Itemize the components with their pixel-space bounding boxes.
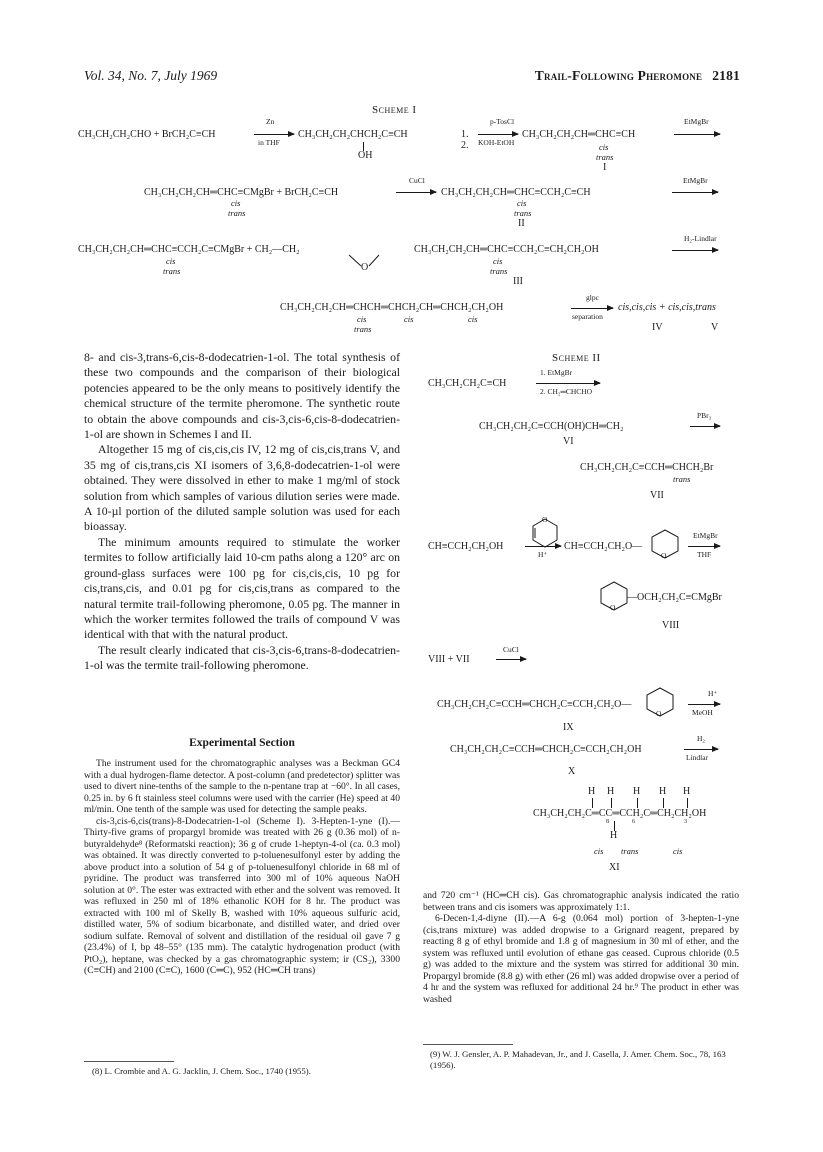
running-title (535, 68, 740, 84)
scheme1-row2-arrow (396, 192, 436, 193)
scheme2-step4-acid: H⁺ (538, 550, 548, 559)
experimental-paragraph-1: The instrument used for the chromatographic analyses was a Beckman GC4 with a dual hydrogen-flame detector. A post-column (and predetector) splitter was used to divert nine-tenths of the sample to the n-pentane trap at −60°. In all cases, 0.25 in. by 6 ft stainless steel columns were used with the carrier (He) speed at 40 ml/min. One tenth of the sample was used for detecting the sample peaks. (84, 758, 400, 815)
scheme1-products: cis,cis,cis + cis,cis,trans (618, 302, 716, 313)
scheme1-I-label: I (603, 162, 607, 173)
scheme2-step2-top: PBr₃ (697, 411, 712, 420)
xi-h-6: H (610, 830, 618, 841)
scheme2-step2-arrow (690, 426, 720, 427)
xi-locant-6: 6 (632, 819, 635, 825)
left-column-body (84, 350, 400, 674)
scheme1-row1-arrow3-top: EtMgBr (684, 117, 709, 126)
scheme1-row1-step1: 1. (461, 129, 469, 140)
scheme1-row1-arrow2-bottom: KOH-EtOH (478, 138, 515, 147)
scheme2-step6-arrow (496, 659, 526, 660)
scheme1-III-cis: cis (493, 256, 503, 266)
scheme1-row1-arrow1-top: Zn (266, 117, 275, 126)
scheme2-compound-VIII: —OCH₂CH₂C≡CMgBr (627, 592, 722, 603)
experimental-body (84, 758, 400, 977)
scheme1-row2-reactants: CH₃CH₂CH₂CH═CHC≡CMgBr + BrCH₂C≡CH (144, 187, 339, 198)
xi-bond-5 (687, 798, 688, 808)
left-footnote-rule (84, 1061, 174, 1062)
scheme1-row2-arrow2-top: EtMgBr (683, 176, 708, 185)
scheme2-compound-IX: CH₃CH₂CH₂C≡CCH═CHCH₂C≡CCH₂CH₂O— (437, 699, 632, 710)
scheme-1-title: Scheme I (372, 104, 417, 116)
xi-h-1: H (588, 786, 596, 797)
left-paragraph-4: The result clearly indicated that cis-3,cis-6,trans-8-dodecatrien-1-ol was the termite trail-following pheromone. (84, 642, 400, 673)
scheme2-step4b-top: EtMgBr (693, 531, 718, 540)
scheme1-V-label: V (711, 322, 719, 333)
scheme1-row1-reactants: CH₃CH₂CH₂CHO + BrCH₂C≡CH (78, 129, 216, 140)
xi-h-4: H (659, 786, 667, 797)
running-title-text: Trail-Following Pheromone (534, 68, 703, 83)
left-paragraph-3: The minimum amounts required to stimulate the worker termites to follow artificially laid 10-cm paths along a 120° arc on ground-glass surfaces were 100 pg for cis,cis,cis, 10 pg for cis,trans,cis, and 0.01 pg for cis,cis,trans as compared to the natural termite trail-following pheromone, 0.05 pg. The manner in which the worker termites followed the trails of compound V was identical with that with the natural product. (84, 534, 400, 642)
scheme2-step1-arrow (536, 383, 600, 384)
scheme2-step7-arrow (688, 704, 720, 705)
journal-volume: Vol. 34, No. 7, July 1969 (84, 68, 218, 83)
scheme2-step4-arrow (525, 546, 561, 547)
left-paragraph-2: Altogether 15 mg of cis,cis,cis IV, 12 mg of cis,cis,trans V, and 35 mg of cis,trans,cis XI isomers of 3,6,8-dodecatrien-1-ol were obtained. They were dissolved in ether to make 1 mg/ml of stock solution from which samples of various dilution series were made. A 10-µl portion of the diluted sample solution was used for each bioassay. (84, 442, 400, 534)
scheme1-row4-arrow-top: glpc (586, 293, 599, 302)
scheme1-row4-cis3: cis (468, 314, 478, 324)
scheme1-II-trans: trans (514, 208, 532, 218)
xi-bond-4 (663, 798, 664, 808)
xi-h-2: H (607, 786, 615, 797)
thp-ring-1-oxygen: O (661, 551, 667, 560)
scheme2-step4b-bottom: THF (697, 550, 712, 559)
scheme1-row1-arrow1-bottom: in THF (258, 138, 280, 147)
scheme2-VIII-label: VIII (662, 620, 680, 631)
dihydropyran-oxygen: O (542, 515, 548, 524)
scheme1-row4-arrow-bottom: separation (572, 312, 603, 321)
scheme1-II-cis: cis (517, 198, 527, 208)
scheme2-compound-XI: CH₃CH₂CH₂C═CC═CCH₂C═CH₂CH₂OH (533, 808, 707, 819)
scheme1-row3-arrow (672, 250, 718, 251)
thp-ring-3-oxygen: O (656, 709, 662, 718)
page-header (84, 68, 740, 88)
scheme1-row3-a-cis: cis (166, 256, 176, 266)
scheme1-row2-arrow-top: CuCl (409, 176, 425, 185)
page-number: 2181 (712, 68, 740, 83)
xi-h-5: H (683, 786, 691, 797)
scheme1-row4-cis1: cis (357, 314, 367, 324)
scheme1-compound-III: CH₃CH₂CH₂CH═CHC≡CCH₂C≡CH₂CH₂OH (414, 244, 599, 255)
scheme2-step8-arrow (684, 749, 718, 750)
scheme2-IX-label: IX (563, 722, 574, 733)
scheme2-VII-trans: trans (673, 474, 691, 484)
scheme2-X-label: X (568, 766, 576, 777)
xi-bond-3 (637, 798, 638, 808)
scheme1-row3-reactants: CH₃CH₂CH₂CH═CHC≡CCH₂C≡CMgBr + CH₂—CH₂ (78, 244, 300, 255)
scheme1-row1-oh: OH (358, 150, 373, 161)
scheme1-row3-a-trans: trans (163, 266, 181, 276)
scheme1-row2-arrow2 (672, 192, 718, 193)
right-column-body (423, 890, 739, 1005)
scheme1-row1-arrow1 (254, 134, 294, 135)
left-paragraph-1: 8- and cis-3,trans-6,cis-8-dodecatrien-1-ol. The total synthesis of these two compounds and the comparison of their biological potencies appeared to be the only means to positively identify the chemical structure of the termite pheromone. The synthetic route to obtain the above compounds and cis-3,cis-6,cis-8-dodecatrien-1-ol are shown in Schemes I and II. (84, 350, 400, 442)
scheme1-row3-arrow-top: H₂-Lindlar (684, 234, 717, 243)
footnote-9: (9) W. J. Gensler, A. P. Mahadevan, Jr., and J. Casella, J. Amer. Chem. Soc., 78, 163 (1956). (430, 1049, 726, 1070)
scheme1-III-label: III (513, 276, 523, 287)
scheme2-compound-VII: CH₃CH₂CH₂C≡CCH═CHCH₂Br (580, 462, 714, 473)
scheme1-row4-cis2: cis (404, 314, 414, 324)
experimental-paragraph-2: cis-3,cis-6,cis(trans)-8-Dodecatrien-1-ol (Scheme I). 3-Hepten-1-yne (I).—Thirty-five grams of propargyl bromide was treated with 26 g (0.36 mol) of n-butyraldehyde⁸ (Reformatski reaction); 36 g of crude 1-heptyn-4-ol (ca. 0.3 mol) was obtained. It was directly converted to p-toluenesulfonyl ester by adding the above product into a solution of 54 g of p-toluenesulfonyl chloride in 68 ml of pyridine. The product was transferred into 300 ml of 10% aqueous NaOH solution at 0°. The ester was extracted with ether and the solvent was removed. It was refluxed in 250 ml of 18% ethanolic KOH for 8 hr. The product was extracted with 100 ml of Skelly B, washed with 10% aqueous sulfuric acid, distilled water, 5% of sodium bicarbonate, and distilled water, and dried over sodium sulfate. Removal of solvent and distillation of the residual oil gave 7 g (23.4%) of I, bp 48–55° (135 mm). The catalytic hydrogenation product (with PtO₂), heptane, was checked by a gas chromatographic system; ir (CS₂), 3300 (C≡CH) and 2100 (C≡C), 1600 (C═C), 952 (HC═CH trans) (84, 815, 400, 976)
scheme1-I-cis: cis (599, 142, 609, 152)
scheme2-step1-bottom: 2. CH₂═CHCHO (540, 387, 593, 396)
scheme-2-title: Scheme II (552, 352, 601, 364)
scheme1-II-label: II (518, 218, 525, 229)
right-paragraph-2: 6-Decen-1,4-diyne (II).—A 6-g (0.064 mol) portion of 3-hepten-1-yne (cis,trans mixture) was added dropwise to a Grignard reagent, prepared by reacting 8 g of ethyl bromide and 1.8 g of magnesium in 30 ml of ether, and the system was refluxed until evolution of ethane gas ceased. Cuprous chloride (0.5 g) was added to the mixture and the system was stirred for additional 30 min. Propargyl bromide (8.8 g) with ether (26 ml) was added dropwise over a period of 4 hr and the system was refluxed for additional 24 hr.⁹ The product in ether was washed (423, 913, 739, 1005)
scheme2-step8-top: H₂ (697, 734, 706, 743)
scheme1-IV-label: IV (652, 322, 663, 333)
scheme1-compound-II: CH₃CH₂CH₂CH═CHC≡CCH₂C≡CH (441, 187, 591, 198)
scheme1-row1-arrow3 (674, 134, 720, 135)
scheme1-row1-alcohol: CH₃CH₂CH₂CHCH₂C≡CH (298, 129, 408, 140)
scheme1-row4-trienol: CH₃CH₂CH₂CH═CHCH═CHCH₂CH═CHCH₂CH₂OH (280, 302, 504, 313)
thp-ring-2-oxygen: O (610, 603, 616, 612)
scheme2-step7-top: H⁺ (708, 689, 718, 698)
scheme1-row2-a-cis: cis (231, 198, 241, 208)
scheme2-XI-label: XI (609, 862, 620, 873)
scheme2-VI-label: VI (563, 436, 574, 447)
scheme1-row4-arrow (571, 308, 613, 309)
scheme1-row1-arrow2-top: p-TosCl (490, 117, 515, 126)
xi-locant-3: 3 (684, 819, 687, 825)
scheme2-butynol: CH≡CCH₂CH₂OH (428, 541, 504, 552)
xi-cis-2: cis (673, 846, 683, 856)
xi-cis-1: cis (594, 846, 604, 856)
scheme2-step1-reactant: CH₃CH₂CH₂C≡CH (428, 378, 507, 389)
scheme2-step8-bottom: Lindlar (686, 753, 709, 762)
epoxide-oxygen: O (361, 262, 369, 273)
xi-bond-2 (611, 798, 612, 808)
xi-bond-1 (592, 798, 593, 808)
right-paragraph-1: and 720 cm⁻¹ (HC═CH cis). Gas chromatographic analysis indicated the ratio between trans and cis isomers was approximately 1:1. (423, 890, 739, 913)
scheme1-row1-arrow2 (478, 134, 518, 135)
scheme2-step7-bottom: MeOH (692, 708, 713, 717)
scheme1-row1-step2: 2. (461, 140, 469, 151)
footnote-8: (8) L. Crombie and A. G. Jacklin, J. Chem. Soc., 1740 (1955). (92, 1066, 311, 1076)
scheme1-III-trans: trans (490, 266, 508, 276)
scheme2-step6-top: CuCl (503, 645, 519, 654)
scheme2-step4b-arrow (688, 546, 720, 547)
scheme2-thp-ether: CH≡CCH₂CH₂O— (564, 541, 643, 552)
xi-trans: trans (621, 846, 639, 856)
right-footnote-rule (423, 1044, 513, 1045)
scheme2-coupling-reactants: VIII + VII (428, 654, 470, 665)
xi-locant-8: 8 (606, 819, 609, 825)
scheme1-row2-a-trans: trans (228, 208, 246, 218)
scheme1-I-trans: trans (596, 152, 614, 162)
scheme2-compound-X: CH₃CH₂CH₂C≡CCH═CHCH₂C≡CCH₂CH₂OH (450, 744, 642, 755)
experimental-section-title: Experimental Section (189, 737, 295, 749)
scheme2-step1-top: 1. EtMgBr (540, 368, 573, 377)
scheme2-compound-VI: CH₃CH₂CH₂C≡CCH(OH)CH═CH₂ (479, 421, 624, 432)
scheme1-compound-I: CH₃CH₂CH₂CH═CHC≡CH (522, 129, 636, 140)
scheme1-row4-trans1: trans (354, 324, 372, 334)
xi-h-3: H (633, 786, 641, 797)
scheme2-VII-label: VII (650, 490, 664, 501)
